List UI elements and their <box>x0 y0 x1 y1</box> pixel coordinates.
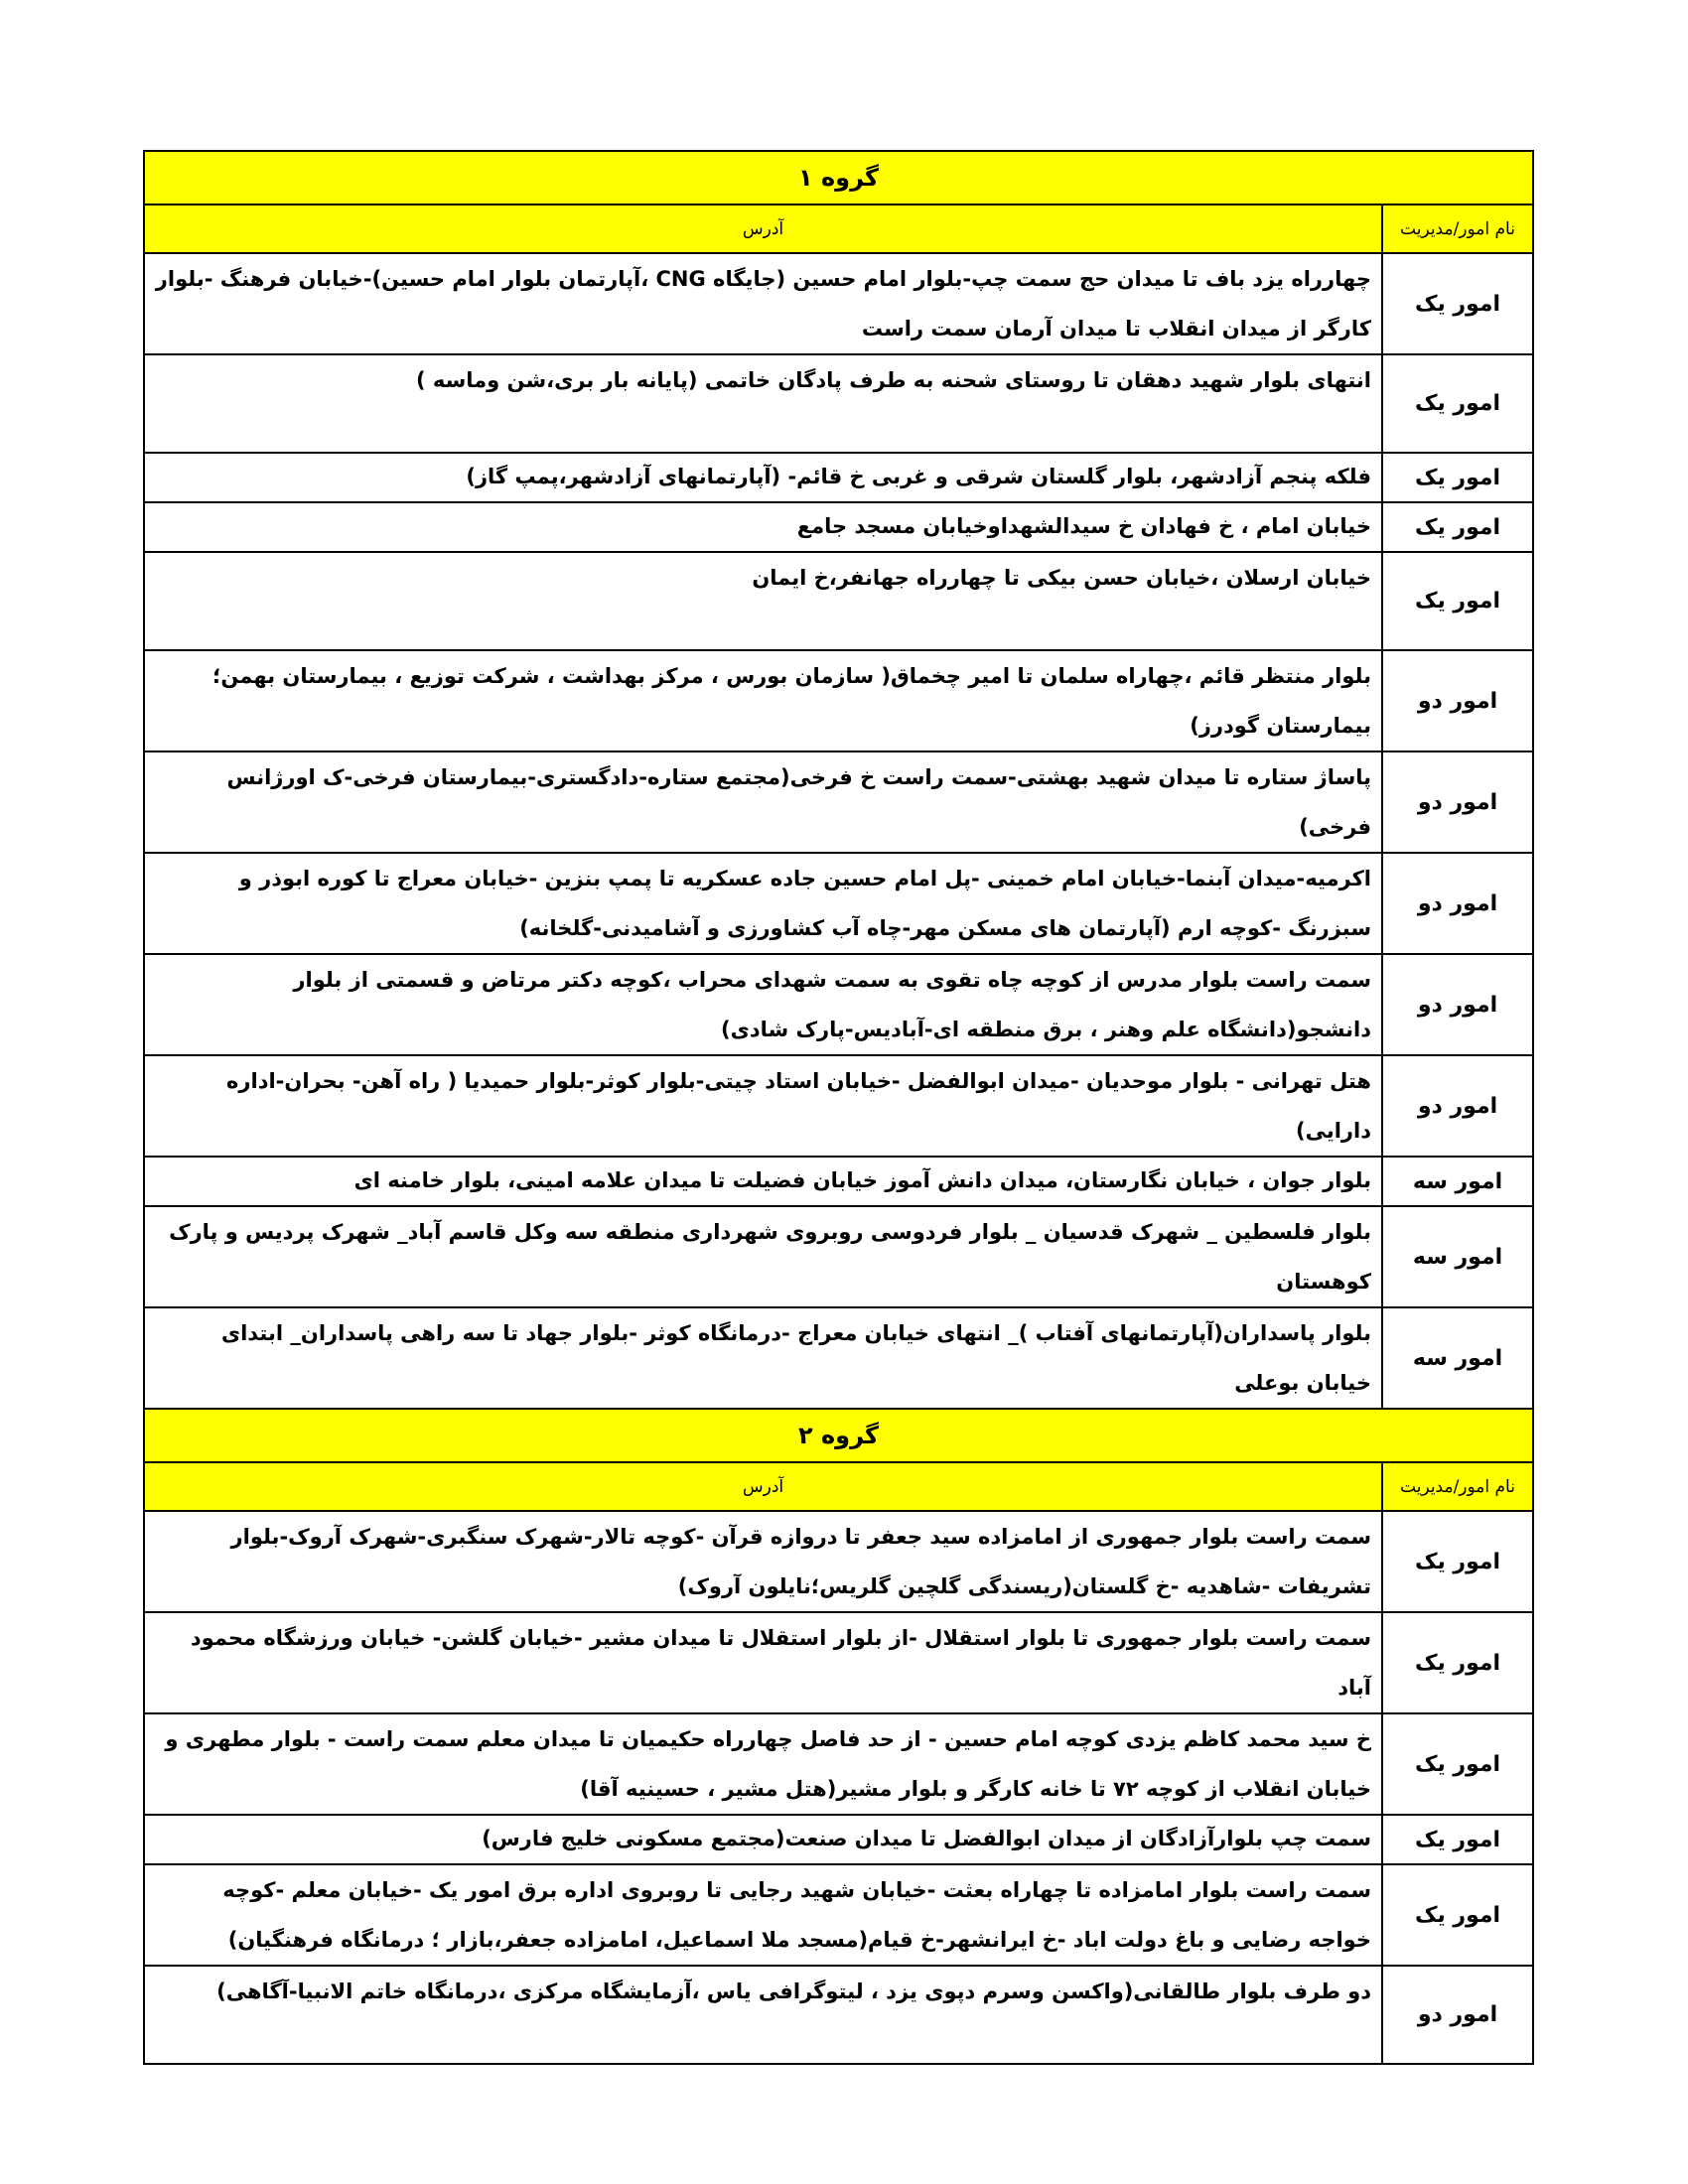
address-cell: خیابان ارسلان ،خیابان حسن بیکی تا چهارراه جهانفر،خ ایمان <box>144 552 1382 650</box>
office-name: امور یک <box>1382 354 1533 453</box>
office-name: امور دو <box>1382 751 1533 853</box>
office-name: امور یک <box>1382 552 1533 650</box>
office-name: امور دو <box>1382 853 1533 954</box>
address-cell: خیابان امام ، خ فهادان خ سیدالشهداوخیابان مسجد جامع <box>144 502 1382 552</box>
table-row <box>144 1511 1533 1612</box>
name-column-header: نام امور/مدیریت <box>1382 205 1533 253</box>
office-name: امور یک <box>1382 1815 1533 1864</box>
table-row <box>144 650 1533 751</box>
office-name: امور یک <box>1382 253 1533 354</box>
table-row <box>144 354 1533 453</box>
table-row <box>144 253 1533 354</box>
office-name: امور دو <box>1382 1055 1533 1157</box>
office-name: امور یک <box>1382 502 1533 552</box>
column-header-row <box>144 1462 1533 1511</box>
address-cell: سمت چپ بلوارآزادگان از میدان ابوالفضل تا میدان صنعت(مجتمع مسکونی خلیج فارس) <box>144 1815 1382 1864</box>
address-cell: بلوار پاسداران(آپارتمانهای آفتاب )_ انتهای خیابان معراج -درمانگاه کوثر -بلوار جهاد تا سه راهی پاسداران_ ابتدای خیابان بوعلی <box>144 1307 1382 1409</box>
office-name: امور سه <box>1382 1307 1533 1409</box>
table-row <box>144 1713 1533 1815</box>
address-cell: بلوار فلسطین _ شهرک قدسیان _ بلوار فردوسی روبروی شهرداری منطقه سه وکل قاسم آباد_ شهرک پردیس و پارک کوهستان <box>144 1206 1382 1307</box>
group-title: گروه ۲ <box>144 1409 1533 1462</box>
table-row <box>144 1864 1533 1966</box>
office-name: امور دو <box>1382 650 1533 751</box>
table-row <box>144 1206 1533 1307</box>
group-title: گروه ۱ <box>144 151 1533 205</box>
address-cell: هتل تهرانی - بلوار موحدیان -میدان ابوالفضل -خیابان استاد چیتی-بلوار کوثر-بلوار حمیدیا ( راه آهن- بحران-اداره دارایی) <box>144 1055 1382 1157</box>
address-cell: انتهای بلوار شهید دهقان تا روستای شحنه به طرف پادگان خاتمی (پایانه بار بری،شن وماسه ) <box>144 354 1382 453</box>
office-name: امور سه <box>1382 1206 1533 1307</box>
table-row <box>144 1307 1533 1409</box>
address-cell: اکرمیه-میدان آبنما-خیابان امام خمینی -پل امام حسین جاده عسکریه تا پمپ بنزین -خیابان معراج تا کوره ابوذر و سبزرنگ -کوچه ارم (آپارتمان های مسکن مهر-چاه آب کشاورزی و آشامیدنی-گلخانه) <box>144 853 1382 954</box>
address-cell: سمت راست بلوار امامزاده تا چهاراه بعثت -خیابان شهید رجایی تا روبروی اداره برق امور یک -خیابان معلم -کوچه خواجه رضایی و باغ دولت اباد -خ ایرانشهر-خ قیام(مسجد ملا اسماعیل، امامزاده جعفر،بازار ؛ درمانگاه فرهنگیان) <box>144 1864 1382 1966</box>
office-name: امور یک <box>1382 1612 1533 1713</box>
table-row <box>144 453 1533 502</box>
group-title-row <box>144 1409 1533 1462</box>
table-row <box>144 1157 1533 1206</box>
table-row <box>144 1612 1533 1713</box>
table-row <box>144 502 1533 552</box>
outage-table <box>143 150 1534 2065</box>
address-sheet <box>143 150 1534 2065</box>
office-name: امور دو <box>1382 954 1533 1055</box>
address-column-header: آدرس <box>144 1462 1382 1511</box>
table-row <box>144 751 1533 853</box>
address-cell: سمت راست بلوار جمهوری از امامزاده سید جعفر تا دروازه قرآن -کوچه تالار-شهرک سنگبری-شهرک آروک-بلوار تشریفات -شاهدیه -خ گلستان(ریسندگی گلچین گلریس؛نایلون آروک) <box>144 1511 1382 1612</box>
office-name: امور یک <box>1382 1864 1533 1966</box>
office-name: امور یک <box>1382 1511 1533 1612</box>
address-cell: خ سید محمد کاظم یزدی کوچه امام حسین - از حد فاصل چهارراه حکیمیان تا میدان معلم سمت راست - بلوار مطهری و خیابان انقلاب از کوچه ۷۲ تا خانه کارگر و بلوار مشیر(هتل مشیر ، حسینیه آقا) <box>144 1713 1382 1815</box>
address-cell: سمت راست بلوار جمهوری تا بلوار استقلال -از بلوار استقلال تا میدان مشیر -خیابان گلشن- خیابان ورزشگاه محمود آباد <box>144 1612 1382 1713</box>
address-cell: سمت راست بلوار مدرس از کوچه چاه تقوی به سمت شهدای محراب ،کوچه دکتر مرتاض و قسمتی از بلوار دانشجو(دانشگاه علم وهنر ، برق منطقه ای-آبادیس-پارک شادی) <box>144 954 1382 1055</box>
office-name: امور دو <box>1382 1966 1533 2064</box>
table-row <box>144 1966 1533 2064</box>
column-header-row <box>144 205 1533 253</box>
office-name: امور سه <box>1382 1157 1533 1206</box>
name-column-header: نام امور/مدیریت <box>1382 1462 1533 1511</box>
office-name: امور یک <box>1382 1713 1533 1815</box>
address-column-header: آدرس <box>144 205 1382 253</box>
table-row <box>144 954 1533 1055</box>
table-row <box>144 853 1533 954</box>
table-row <box>144 552 1533 650</box>
table-row <box>144 1055 1533 1157</box>
table-row <box>144 1815 1533 1864</box>
office-name: امور یک <box>1382 453 1533 502</box>
address-cell: چهارراه یزد باف تا میدان حج سمت چپ-بلوار امام حسین (جایگاه CNG ،آپارتمان بلوار امام حسین)-خیابان فرهنگ -بلوار کارگر از میدان انقلاب تا میدان آرمان سمت راست <box>144 253 1382 354</box>
address-cell: بلوار جوان ، خیابان نگارستان، میدان دانش آموز خیابان فضیلت تا میدان علامه امینی، بلوار خامنه ای <box>144 1157 1382 1206</box>
address-cell: پاساژ ستاره تا میدان شهید بهشتی-سمت راست خ فرخی(مجتمع ستاره-دادگستری-بیمارستان فرخی-ک اورژانس فرخی) <box>144 751 1382 853</box>
address-cell: دو طرف بلوار طالقانی(واکسن وسرم دپوی یزد ، لیتوگرافی یاس ،آزمایشگاه مرکزی ،درمانگاه خاتم الانبیا-آگاهی) <box>144 1966 1382 2064</box>
address-cell: بلوار منتظر قائم ،چهاراه سلمان تا امیر چخماق( سازمان بورس ، مرکز بهداشت ، شرکت توزیع ، بیمارستان بهمن؛ بیمارستان گودرز) <box>144 650 1382 751</box>
group-title-row <box>144 151 1533 205</box>
address-cell: فلکه پنجم آزادشهر، بلوار گلستان شرقی و غربی خ قائم- (آپارتمانهای آزادشهر،پمپ گاز) <box>144 453 1382 502</box>
